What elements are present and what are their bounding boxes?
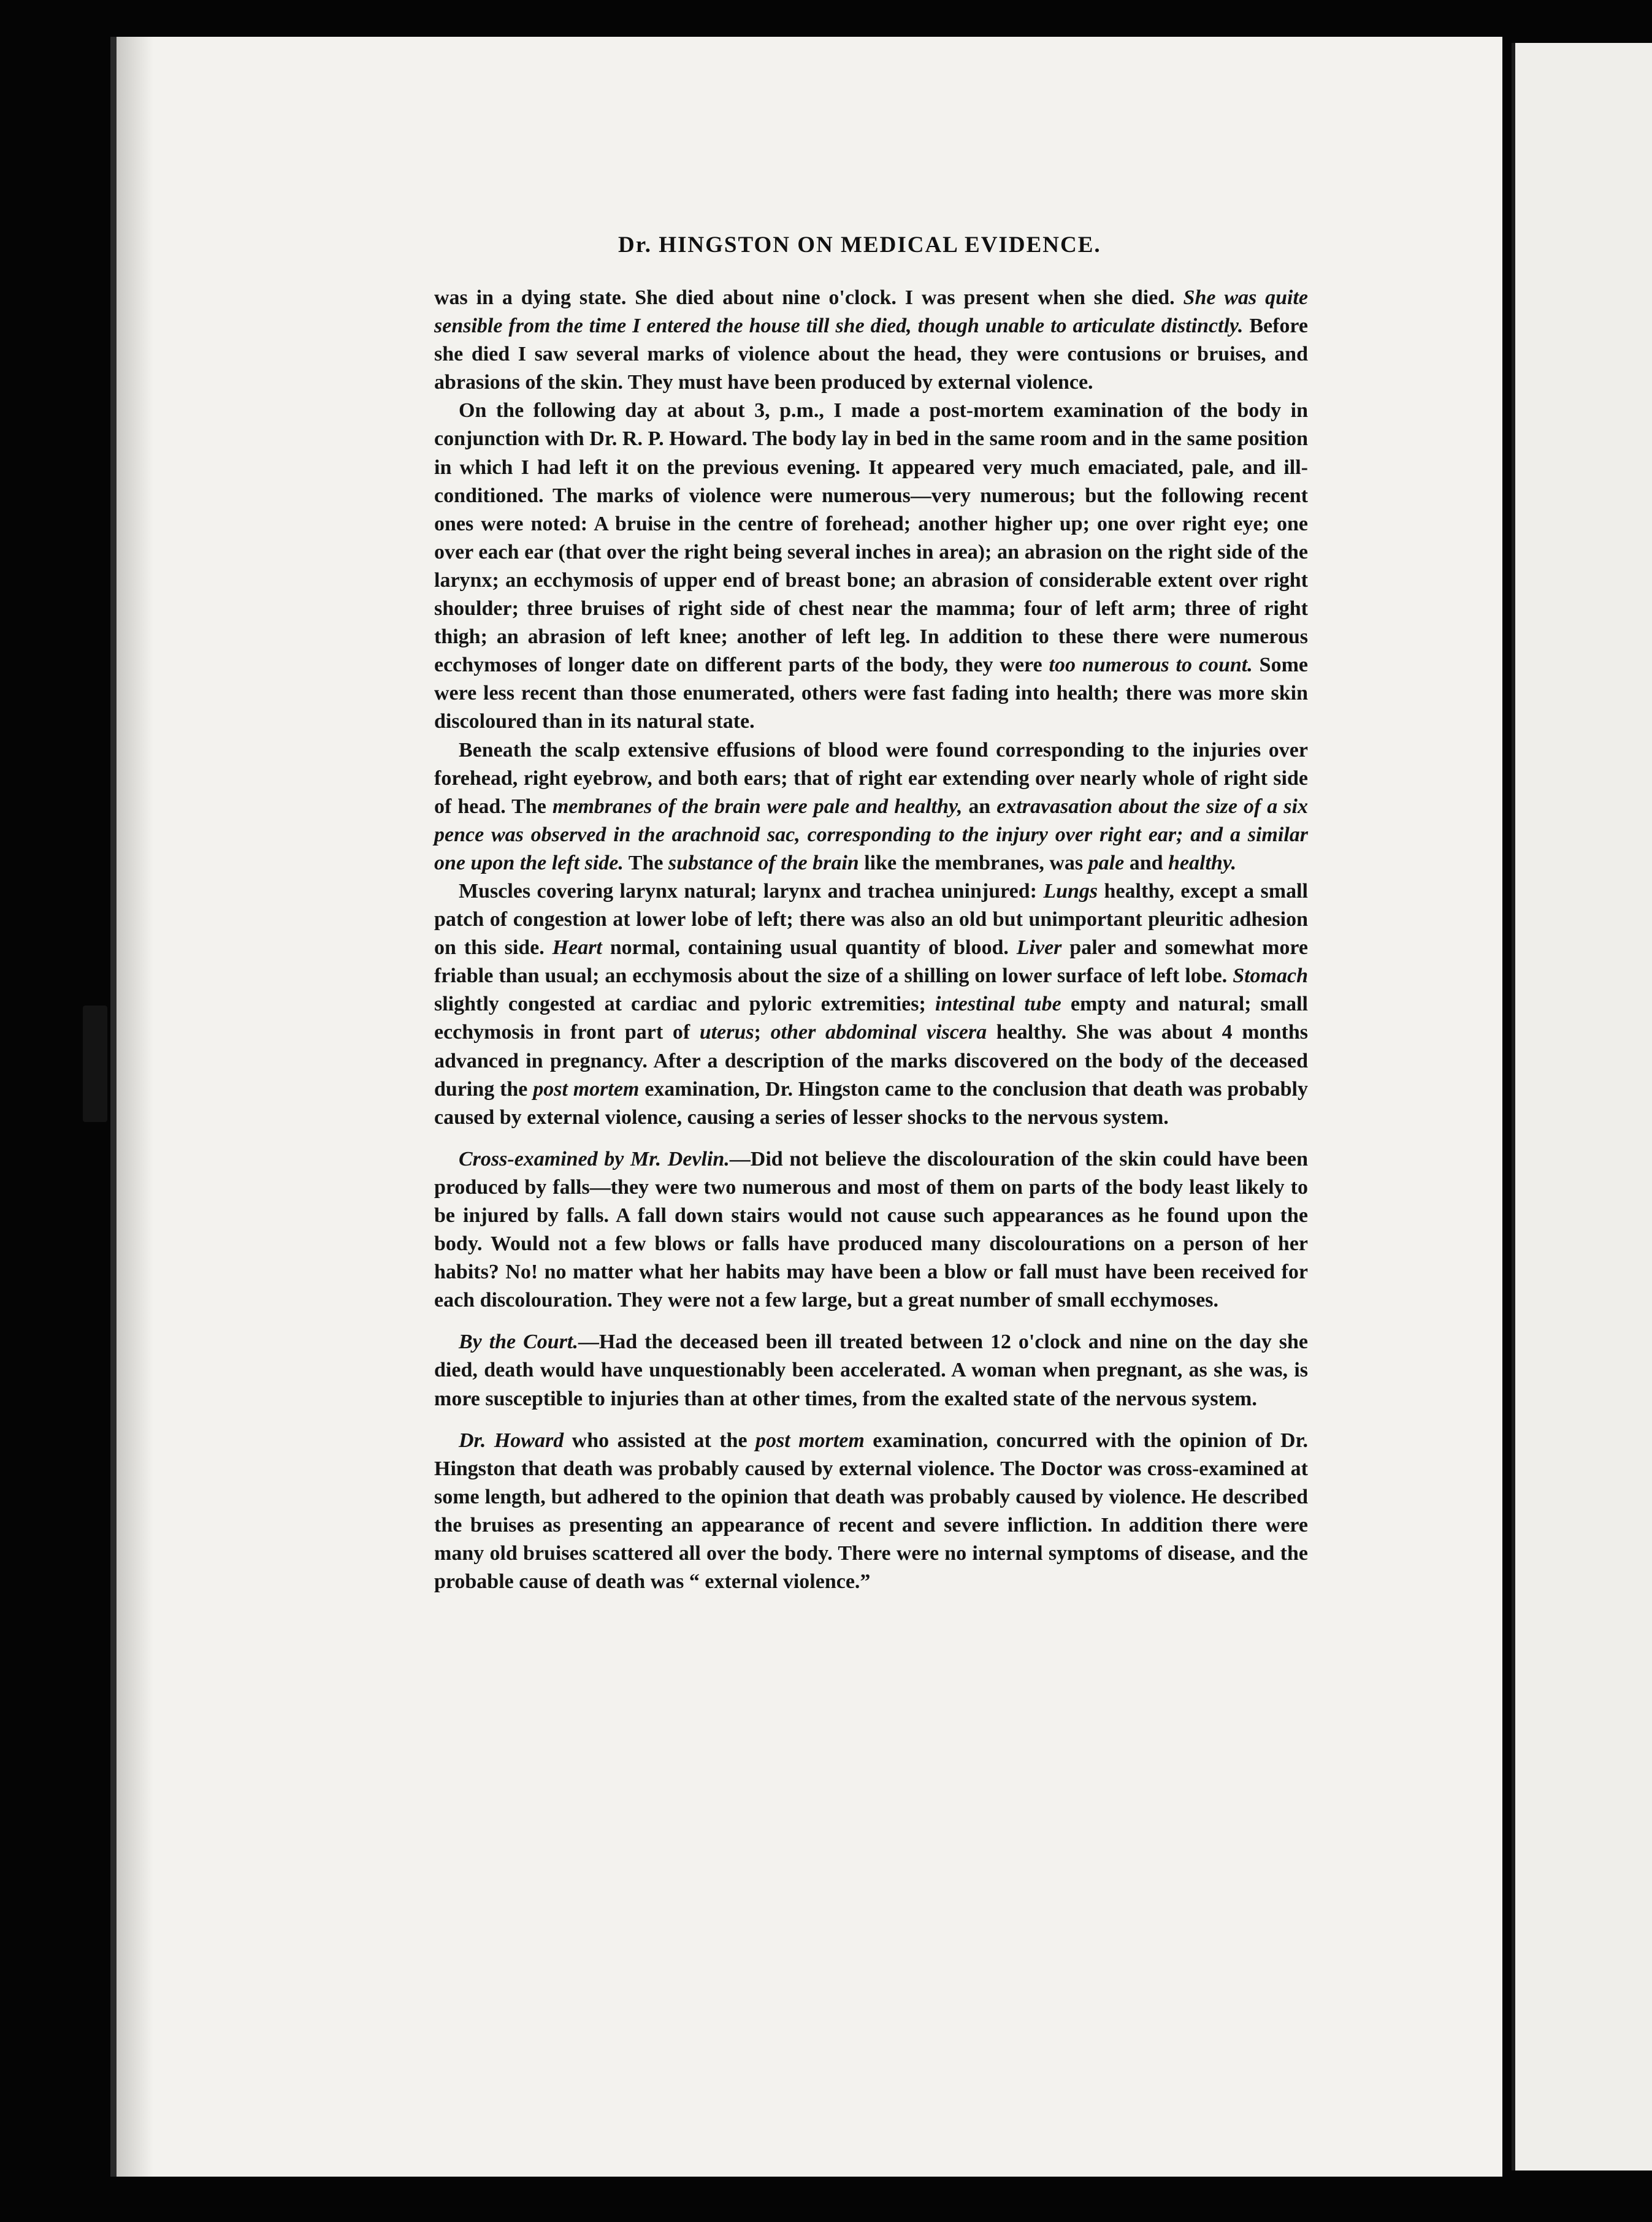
italic-run: post mortem xyxy=(533,1077,640,1101)
italic-run: extravasation about the size of a six pence was observed in the arachnoid sac, corresponding to the injury over right ear; and a similar one upon the left side. xyxy=(434,795,1308,874)
italic-run: Lungs xyxy=(1043,879,1098,903)
text-run: slightly congested at cardiac and pyloric extremities; xyxy=(434,993,935,1016)
text-run: The xyxy=(623,851,668,874)
text-run: examination, concurred with the opinion of Dr. Hingston that death was probably caused by external violence. The Doctor was cross-examined at some length, but adhered to the opinion that death was probably caused by violence. He described the bruises as presenting an appearance of recent and severe infliction. In addition there were many old bruises scattered all over the body. There were no internal symptoms of disease, and the probable cause of death was “ external violence.” xyxy=(434,1429,1308,1594)
text-run: Some were less recent than those enumerated, others were fast fading into health; there was more skin discoloured than in its natural state. xyxy=(434,654,1308,733)
italic-run: Stomach xyxy=(1233,964,1308,988)
text-run: like the membranes, was xyxy=(859,851,1088,874)
paragraph-p4 xyxy=(434,877,1308,1132)
text-run: paler and somewhat more friable than usual; an ecchymosis about the size of a shilling on lower surface of left lobe. xyxy=(434,936,1309,988)
paragraph-p2 xyxy=(434,397,1308,736)
text-run: ; xyxy=(754,1021,771,1044)
italic-run: She was quite sensible from the time I entered the house till she died, though unable to articulate distinctly. xyxy=(434,286,1308,338)
italic-run: pale xyxy=(1088,851,1125,874)
italic-run: Cross-examined by Mr. Devlin. xyxy=(459,1147,730,1170)
text-run: healthy. She was about 4 months advanced in pregnancy. After a description of the marks discovered on the body of the deceased during the xyxy=(434,1021,1309,1101)
italic-run: other abdominal viscera xyxy=(770,1021,987,1044)
text-run: was in a dying state. She died about nine o'clock. I was present when she died. xyxy=(434,286,1184,309)
italic-run: post mortem xyxy=(755,1429,865,1452)
body-text xyxy=(434,284,1308,1596)
paragraph-p5 xyxy=(434,1145,1308,1315)
paragraph-p3 xyxy=(434,736,1308,877)
paragraph-p1 xyxy=(434,284,1308,397)
italic-run: Heart xyxy=(552,936,602,960)
text-run: Beneath the scalp extensive effusions of blood were found corresponding to the injuries over forehead, right eyebrow, and both ears; that of right ear extending over nearly whole of right side of head. The xyxy=(434,738,1308,818)
text-run: who assisted at the xyxy=(564,1429,756,1452)
facing-page-edge xyxy=(1512,43,1652,2170)
text-run: On the following day at about 3, p.m., I made a post-mortem examination of the body in conjunction with Dr. R. P. Howard. The body lay in bed in the same room and in the same position in which I had left it on the previous evening. It appeared very much emaciated, pale, and ill-conditioned. The marks of violence were numerous—very numerous; but the following recent ones were noted: A bruise in the centre of forehead; another higher up; one over right eye; one over each ear (that over the right being several inches in area); an abrasion on the right side of the larynx; an ecchymosis of upper end of breast bone; an abrasion of considerable extent over right shoulder; three bruises of right side of chest near the mamma; four of left arm; three of right thigh; an abrasion of left knee; another of left leg. In addition to these there were numerous ecchymoses of longer date on different parts of the body, they were xyxy=(434,399,1308,677)
italic-run: uterus xyxy=(699,1021,754,1044)
text-run: empty and natural; small ecchymosis in front part of xyxy=(434,993,1308,1044)
italic-run: too numerous to count. xyxy=(1049,654,1253,677)
binding-tab xyxy=(83,1006,107,1122)
text-run: normal, containing usual quantity of blood. xyxy=(602,936,1017,960)
text-run: healthy, except a small patch of congestion at lower lobe of left; there was also an old but unimportant pleuritic adhesion on this side. xyxy=(434,879,1308,960)
italic-run: intestinal tube xyxy=(935,993,1061,1016)
paragraph-p6 xyxy=(434,1328,1308,1413)
italic-run: Dr. Howard xyxy=(459,1429,564,1452)
text-run: examination, Dr. Hingston came to the conclusion that death was probably caused by external violence, causing a series of lesser shocks to the nervous system. xyxy=(434,1077,1308,1129)
italic-run: substance of the brain xyxy=(668,851,859,874)
italic-run: Liver xyxy=(1016,936,1062,960)
italic-run: By the Court. xyxy=(459,1331,578,1354)
text-run: and xyxy=(1124,851,1169,874)
text-run: Before she died I saw several marks of violence about the head, they were contusions or bruises, and abrasions of the skin. They must have been produced by external violence. xyxy=(434,315,1308,394)
running-head: Dr. HINGSTON ON MEDICAL EVIDENCE. xyxy=(618,232,1101,258)
text-run: —Did not believe the discolouration of the skin could have been produced by falls—they were two numerous and most of them on parts of the body least likely to be injured by falls. A fall down stairs would not cause such appearances as he found upon the body. Would not a few blows or falls have produced many discolourations on a person of her habits? No! no matter what her habits may have been a blow or fall must have been received for each discolouration. They were not a few large, but a great number of small ecchymoses. xyxy=(434,1147,1308,1312)
text-run: —Had the deceased been ill treated between 12 o'clock and nine on the day she died, death would have unquestionably been accelerated. A woman when pregnant, as she was, is more susceptible to injuries than at other times, from the exalted state of the nervous system. xyxy=(434,1331,1308,1410)
text-run: Muscles covering larynx natural; larynx and trachea uninjured: xyxy=(459,879,1044,903)
page-edge-shadow xyxy=(117,37,153,2177)
italic-run: membranes of the brain were pale and healthy, xyxy=(552,795,963,818)
paragraph-p7 xyxy=(434,1427,1308,1597)
italic-run: healthy. xyxy=(1168,851,1237,874)
text-run: an xyxy=(962,795,997,818)
